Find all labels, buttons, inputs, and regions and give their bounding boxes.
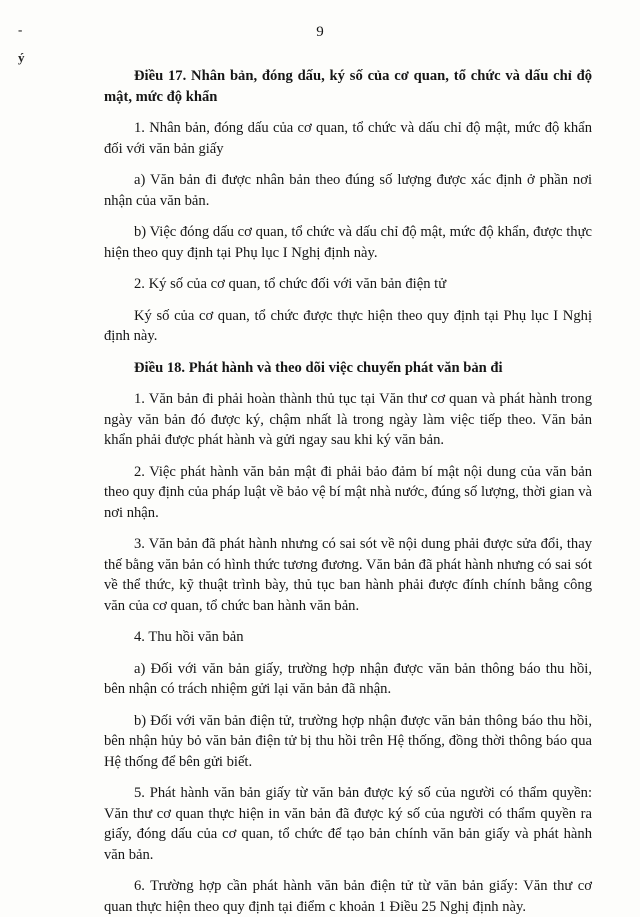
article-17-heading: Điều 17. Nhân bản, đóng dấu, ký số của cơ quan, tổ chức và dấu chỉ độ mật, mức độ khẩn	[104, 68, 592, 105]
article-18-heading: Điều 18. Phát hành và theo dõi việc chuyển phát văn bản đi	[134, 359, 503, 376]
article-17-clause-2-body: Ký số của cơ quan, tổ chức được thực hiện theo quy định tại Phụ lục I Nghị định này.	[104, 307, 592, 344]
article-18-clause-4b: b) Đối với văn bản điện tử, trường hợp nhận được văn bản thông báo thu hồi, bên nhận hủy bỏ văn bản điện tử bị thu hồi trên Hệ thống, đồng thời thông báo qua Hệ thống để bên gửi biết.	[104, 712, 592, 770]
article-18-clause-4a: a) Đối với văn bản giấy, trường hợp nhận được văn bản thông báo thu hồi, bên nhận có trách nhiệm gửi lại văn bản đã nhận.	[104, 660, 592, 697]
article-17-clause-2: 2. Ký số của cơ quan, tổ chức đối với văn bản điện tử	[134, 276, 447, 292]
article-18-clause-5: 5. Phát hành văn bản giấy từ văn bản được ký số của người có thẩm quyền: Văn thư cơ quan thực hiện in văn bản đã được ký số của người có thẩm quyền ra giấy, đóng dấu của cơ quan, tổ chức để tạo bản chính văn bản giấy và phát hành văn bản.	[104, 785, 592, 863]
article-18-clause-2: 2. Việc phát hành văn bản mật đi phải bảo đảm bí mật nội dung của văn bản theo quy định của pháp luật về bảo vệ bí mật nhà nước, đúng số lượng, thời gian và nơi nhận.	[104, 463, 592, 521]
page-number: 9	[316, 24, 324, 40]
margin-mark-top: -	[18, 22, 23, 37]
article-17-clause-1b: b) Việc đóng dấu cơ quan, tổ chức và dấu chỉ độ mật, mức độ khẩn, được thực hiện theo quy định tại Phụ lục I Nghị định này.	[104, 224, 592, 261]
margin-mark-lower: ý	[18, 50, 25, 65]
article-18-clause-4: 4. Thu hồi văn bản	[134, 629, 244, 645]
article-18-clause-1: 1. Văn bản đi phải hoàn thành thủ tục tại Văn thư cơ quan và phát hành trong ngày văn bản đó được ký, chậm nhất là trong ngày làm việc tiếp theo. Văn bản khẩn phải được phát hành và gửi ngay sau khi ký văn bản.	[104, 391, 592, 448]
article-17-clause-1a: a) Văn bản đi được nhân bản theo đúng số lượng được xác định ở phần nơi nhận của văn bản.	[104, 172, 592, 209]
article-17-clause-1: 1. Nhân bản, đóng dấu của cơ quan, tổ chức và dấu chỉ độ mật, mức độ khẩn đối với văn bản giấy	[104, 120, 592, 157]
article-18-clause-3: 3. Văn bản đã phát hành nhưng có sai sót về nội dung phải được sửa đổi, thay thế bằng văn bản có hình thức tương đương. Văn bản đã phát hành nhưng có sai sót về thể thức, kỹ thuật trình bày, thủ tục ban hành phải được đính chính bằng công văn của cơ quan, tổ chức ban hành văn bản.	[104, 536, 592, 614]
document-body	[104, 66, 592, 917]
article-18-clause-6: 6. Trường hợp cần phát hành văn bản điện tử từ văn bản giấy: Văn thư cơ quan thực hiện theo quy định tại điểm c khoản 1 Điều 25 Nghị định này.	[104, 878, 592, 915]
